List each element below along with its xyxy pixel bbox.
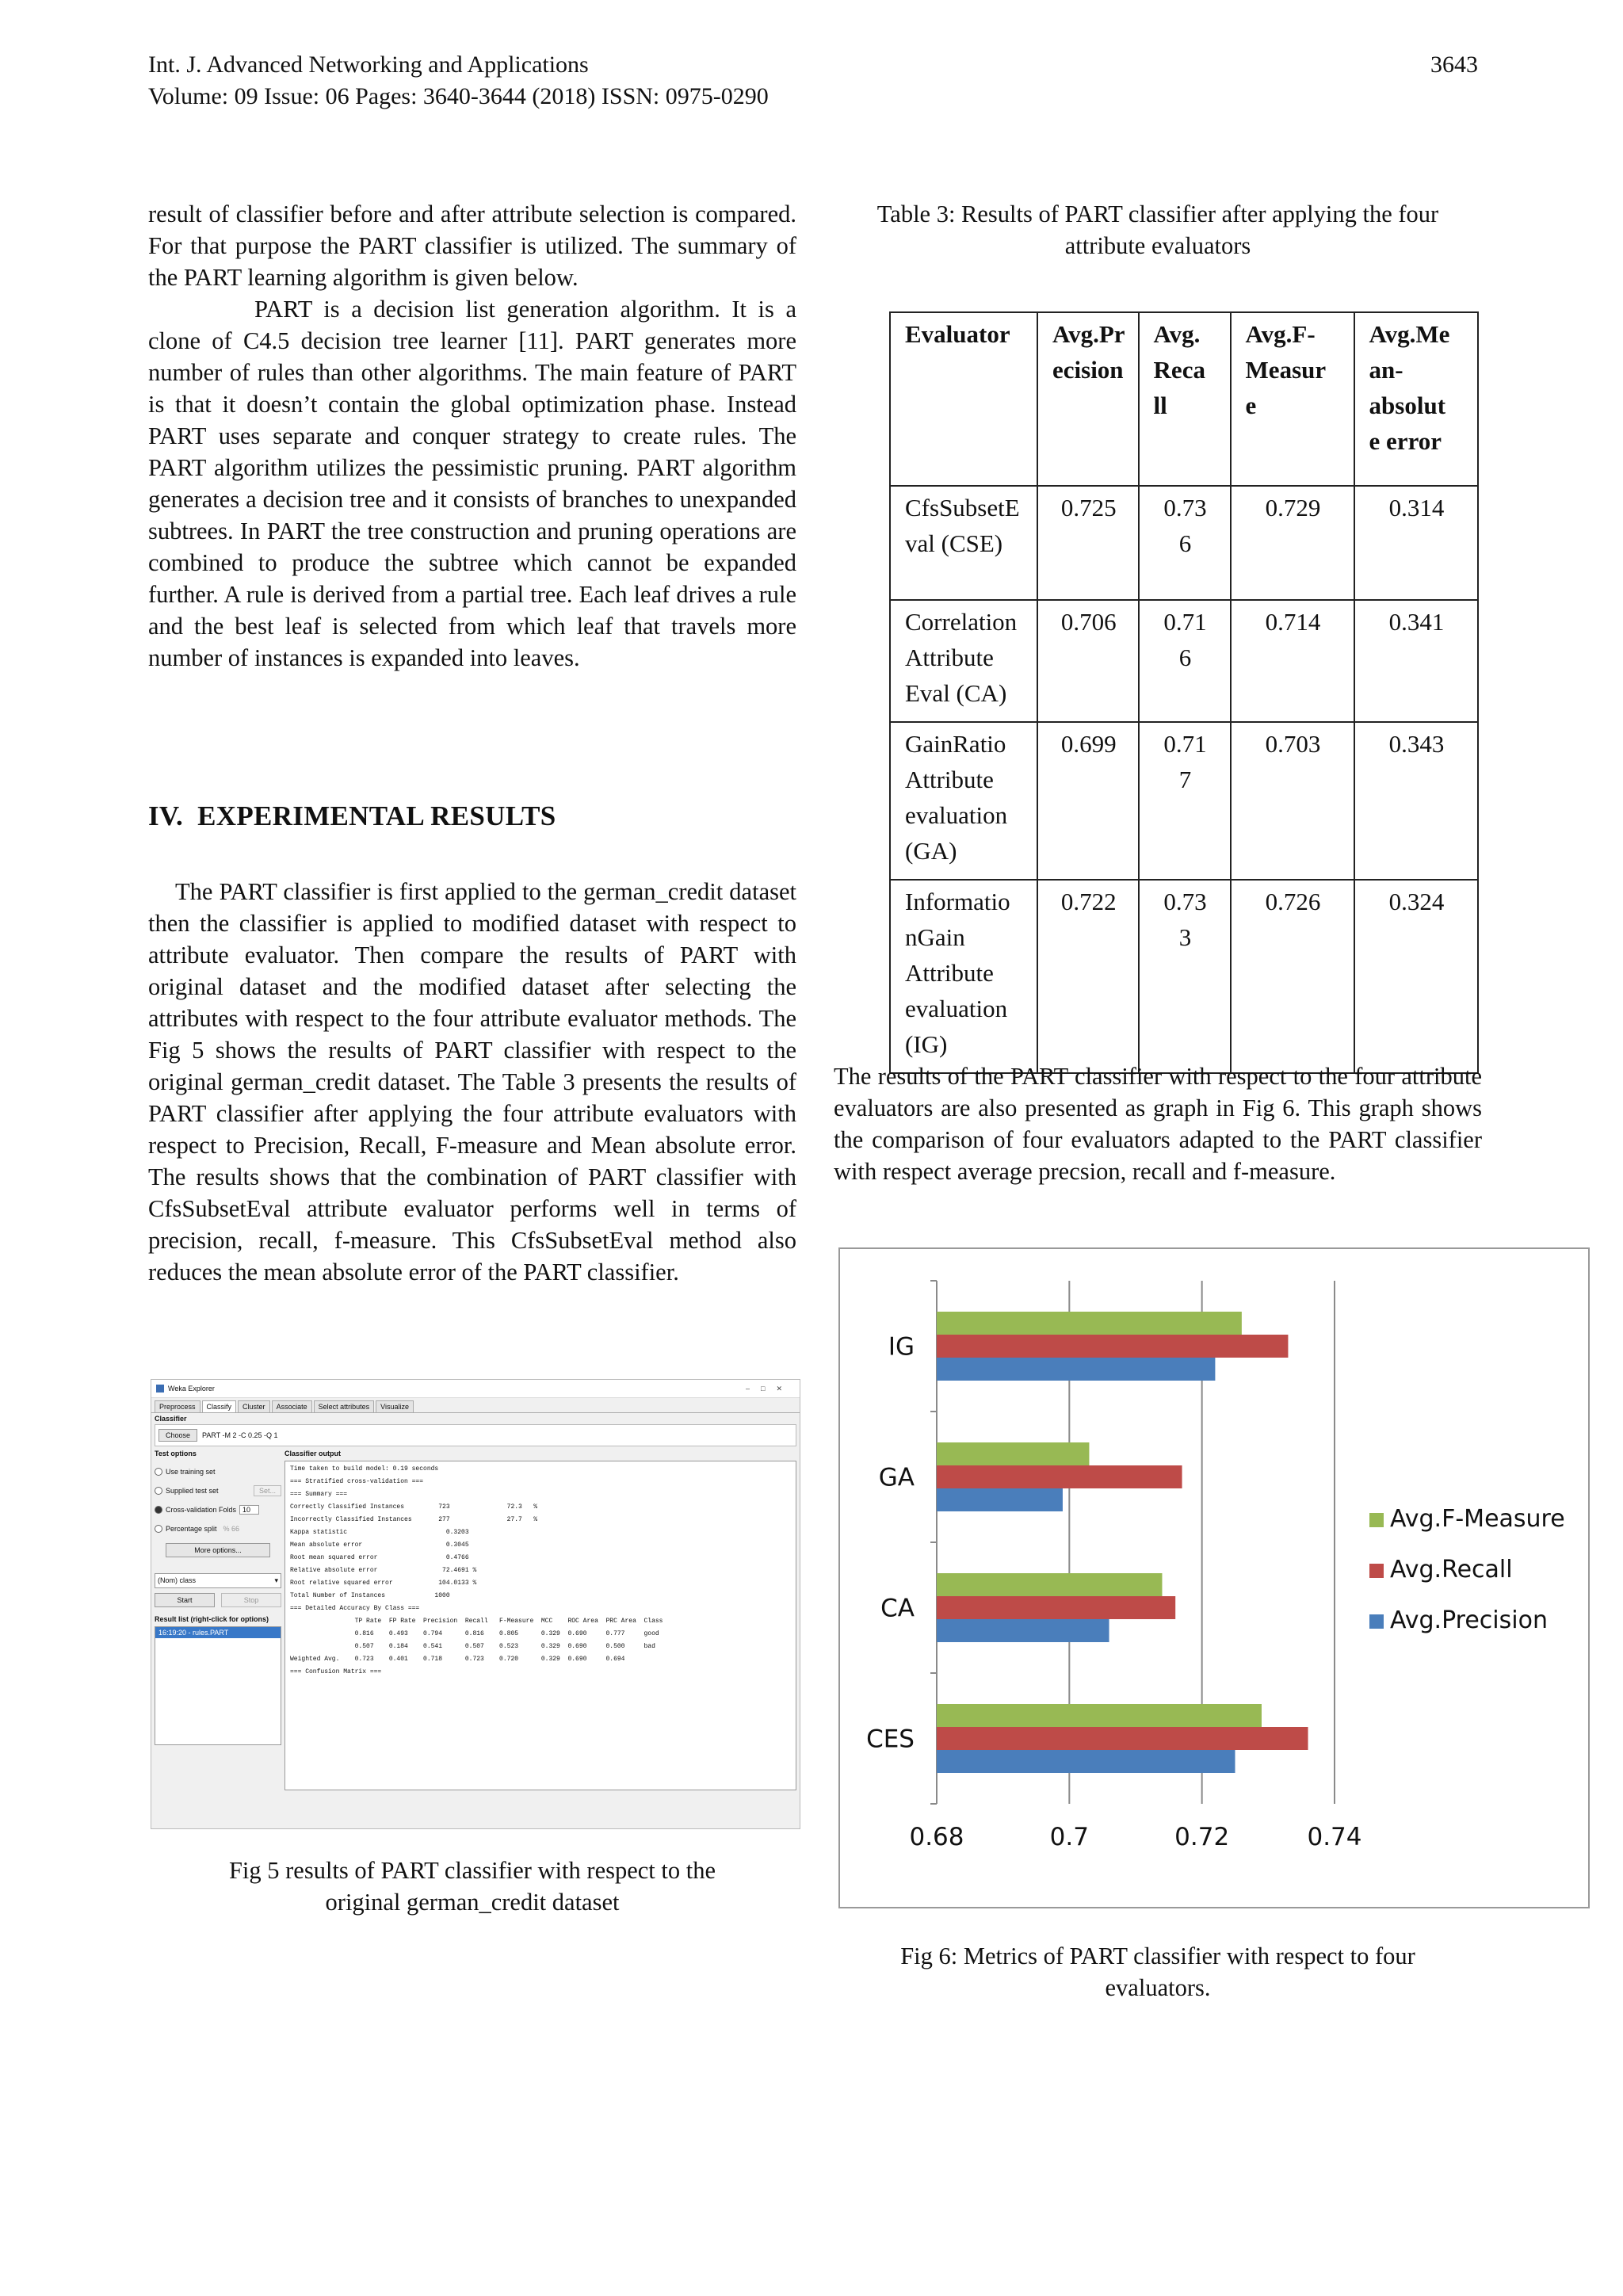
journal-header [148,49,769,113]
chevron-down-icon: ▾ [274,1576,278,1584]
weka-classifier-label: Classifier [155,1415,187,1423]
journal-volume: Volume: 09 Issue: 06 Pages: 3640-3644 (2018) ISSN: 0975-0290 [148,83,769,109]
radio-button[interactable] [155,1506,162,1514]
cell-recall [1139,722,1231,880]
x-tick-label: 0.7 [1049,1823,1089,1851]
page-number: 3643 [1430,52,1478,78]
window-controls-icon[interactable]: –□✕ [746,1384,793,1392]
evaluator-name-line: Informatio [905,888,1010,915]
fig6-caption-line1: Fig 6: Metrics of PART classifier with respect to four [900,1943,1415,1969]
table3 [889,311,1479,1074]
classifier-output-line: === Confusion Matrix === [290,1668,382,1675]
classifier-output-line: Mean absolute error 0.3045 [290,1541,469,1549]
category-label: CA [880,1594,915,1623]
paragraph-4: The results of the PART classifier with respect to the four attribute evaluators are also presented as graph in Fig 6. This graph shows the comparison of four evaluators adapted to the PART classifier with respect average precsion, recall and f-measure. [834,1063,1482,1185]
weka-left-pane [151,1450,285,1790]
evaluator-name-line: (IG) [905,1030,948,1058]
header-recall [1139,312,1231,486]
header-text-line: Avg.Me [1369,320,1450,348]
evaluator-name-line: (GA) [905,837,957,865]
cell-fmeasure: 0.714 [1231,600,1354,722]
cell-fmeasure: 0.703 [1231,722,1354,880]
section-title: EXPERIMENTAL RESULTS [197,800,556,831]
legend-label: Avg.Recall [1390,1556,1513,1584]
legend-swatch [1369,1614,1384,1629]
class-select-value: (Nom) class [158,1576,197,1584]
bar-chart-svg [840,1249,1588,1907]
header-text-line: Avg. [1153,320,1201,348]
classifier-output-line: Root mean squared error 0.4766 [290,1554,469,1561]
test-option-label: Percentage split [166,1525,217,1533]
cell-mae: 0.324 [1354,880,1478,1073]
header-text-line: ll [1153,392,1167,419]
result-list-item[interactable]: 16:19:20 - rules.PART [155,1627,281,1638]
legend-label: Avg.F-Measure [1390,1505,1565,1533]
cell-mae: 0.343 [1354,722,1478,880]
cell-precision: 0.722 [1037,880,1139,1073]
cell-recall [1139,880,1231,1073]
cell-fmeasure: 0.729 [1231,486,1354,600]
bar-ces-avg-recall [937,1727,1308,1750]
test-option-label: Supplied test set [166,1487,219,1495]
cell-precision: 0.699 [1037,722,1139,880]
recall-value-line: 0.73 [1163,494,1207,521]
classifier-output-line: Root relative squared error 104.0133 % [290,1580,477,1587]
radio-button[interactable] [155,1525,162,1533]
classifier-output-line: === Summary === [290,1491,348,1498]
table-row [890,600,1478,722]
category-label: GA [878,1463,915,1492]
set-button[interactable]: Set... [254,1485,281,1496]
journal-name: Int. J. Advanced Networking and Applications [148,52,589,78]
classifier-output-line: === Stratified cross-validation === [290,1478,424,1485]
classifier-spec: PART -M 2 -C 0.25 -Q 1 [202,1431,278,1439]
recall-value-line: 0.73 [1163,888,1207,915]
header-text-line: ecision [1052,356,1124,384]
fig5-caption [148,1855,796,1918]
weka-bird-icon [156,1385,164,1392]
evaluator-name-line: evaluation [905,801,1008,829]
tab-cluster[interactable]: Cluster [238,1400,270,1412]
legend-label: Avg.Precision [1390,1606,1548,1634]
header-text-line: an- [1369,356,1403,384]
header-text-line: e error [1369,427,1442,455]
classifier-output-line: 0.507 0.184 0.541 0.507 0.523 0.329 0.690 0.500 bad [290,1643,655,1650]
evaluator-name-line: Eval (CA) [905,679,1007,707]
header-mae [1354,312,1478,486]
cell-evaluator [890,880,1037,1073]
fig6-caption [834,1940,1482,2004]
fig5-caption-line1: Fig 5 results of PART classifier with respect to the [228,1857,716,1884]
tab-associate[interactable]: Associate [272,1400,312,1412]
legend-swatch [1369,1564,1384,1578]
recall-value-line: 0.71 [1163,608,1207,636]
x-tick-label: 0.72 [1174,1823,1230,1851]
choose-button[interactable]: Choose [158,1429,197,1442]
radio-button[interactable] [155,1468,162,1476]
test-options-label: Test options [155,1450,197,1457]
classifier-output-line: Time taken to build model: 0.19 seconds [290,1465,439,1473]
header-text-line: Reca [1153,356,1205,384]
right-column-paragraph [834,1060,1482,1187]
cell-evaluator [890,722,1037,880]
table3-caption-line2: attribute evaluators [1064,232,1251,259]
cell-fmeasure: 0.726 [1231,880,1354,1073]
classifier-output-line: Weighted Avg. 0.723 0.401 0.718 0.723 0.720 0.329 0.690 0.694 [290,1656,625,1663]
table-row [890,880,1478,1073]
class-select[interactable] [155,1573,281,1588]
bar-ig-avg-precision [937,1358,1215,1381]
test-option-label: Cross-validation Folds [166,1506,237,1514]
result-list-label: Result list (right-click for options) [155,1615,269,1623]
weka-body [151,1450,800,1790]
weka-screenshot [151,1379,800,1829]
start-stop-row [155,1593,281,1607]
cell-mae: 0.314 [1354,486,1478,600]
evaluator-name-line: Attribute [905,644,994,671]
classifier-output-line: 0.816 0.493 0.794 0.816 0.805 0.329 0.690 0.777 good [290,1630,659,1637]
bar-ga-avg-precision [937,1488,1063,1511]
classifier-output-line: Total Number of Instances 1000 [290,1592,450,1599]
tab-visualize[interactable]: Visualize [376,1400,414,1412]
start-button[interactable]: Start [155,1593,215,1607]
classifier-output-line: Correctly Classified Instances 723 72.3 % [290,1503,538,1511]
fig5-caption-line2: original german_credit dataset [325,1889,620,1916]
cell-precision: 0.725 [1037,486,1139,600]
cell-evaluator [890,486,1037,600]
cell-precision: 0.706 [1037,600,1139,722]
classifier-output-line: Relative absolute error 72.4691 % [290,1567,477,1574]
weka-tab-bar [151,1398,800,1413]
evaluator-name-line: Correlation [905,608,1018,636]
bar-ca-avg-precision [937,1619,1109,1642]
tab-classify[interactable]: Classify [202,1400,237,1412]
table-header-row [890,312,1478,486]
evaluator-name-line: CfsSubsetE [905,494,1020,521]
x-tick-label: 0.68 [909,1823,964,1851]
evaluator-name-line: nGain [905,923,965,951]
table-row [890,722,1478,880]
test-options-list [155,1462,281,1538]
header-text-line: Measur [1245,356,1327,384]
table-row [890,486,1478,600]
classifier-output-line: Kappa statistic 0.3203 [290,1529,469,1536]
weka-classifier-row [155,1424,796,1446]
cell-evaluator [890,600,1037,722]
recall-value-line: 3 [1178,923,1192,951]
test-option-row[interactable] [155,1519,281,1538]
paragraph-3: The PART classifier is first applied to the german_credit dataset then the classifier is applied to modified dataset with respect to attribute evaluator. Then compare the results of PART with original dataset and the modified dataset after selecting the attributes with respect to the four attribute evaluator methods. The Fig 5 shows the results of PART classifier with respect to the original german_credit dataset. The Table 3 presents the results of PART classifier after applying the four attribute evaluators with respect to Precision, Recall, F-measure and Mean absolute error. The results shows that the combination of PART classifier with CfsSubsetEval attribute evaluator performs well in terms of precision, recall, f-measure. This CfsSubsetEval method also reduces the mean absolute error of the PART classifier. [148,878,796,1286]
classifier-output-line: Incorrectly Classified Instances 277 27.7 % [290,1516,538,1523]
evaluator-name-line: Attribute [905,959,994,987]
folds-input[interactable]: 10 [239,1505,259,1515]
cell-recall [1139,600,1231,722]
paragraph-2: PART is a decision list generation algorithm. It is a clone of C4.5 decision tree learner [11]. PART generates more number of rules than other algorithms. The main feature of PART is that it doesn’t contain the global optimization phase. Instead PART uses separate and conquer strategy to create rules. The PART algorithm utilizes the pessimistic pruning. PART algorithm generates a decision tree and it consists of branches to unexpanded subtrees. In PART the tree construction and pruning operations are combined to produce the subtree which cannot be expanded further. A rule is derived from a partial tree. Each leaf drives a rule and the best leaf is selected from which leaf that travels more number of instances is expanded into leaves. [148,296,796,671]
category-label: CES [866,1725,915,1754]
table3-caption-line1: Table 3: Results of PART classifier after applying the four [876,201,1439,227]
evaluator-name-line: GainRatio [905,730,1006,758]
recall-value-line: 7 [1178,766,1192,793]
bar-ga-avg-recall [937,1465,1182,1488]
bar-ca-avg-f-measure [937,1573,1162,1596]
more-options-button[interactable]: More options... [166,1543,270,1557]
header-text-line: Avg.Pr [1052,320,1125,348]
percent-input[interactable]: % 66 [223,1525,240,1533]
classifier-output-label: Classifier output [285,1450,342,1457]
fig6-chart [838,1247,1590,1908]
section-number: IV. [148,800,184,831]
bar-ces-avg-f-measure [937,1704,1262,1727]
radio-button[interactable] [155,1487,162,1495]
bar-ga-avg-f-measure [937,1442,1089,1465]
stop-button[interactable]: Stop [221,1593,281,1607]
evaluator-name-line: evaluation [905,995,1008,1022]
recall-value-line: 6 [1178,644,1192,671]
test-option-row[interactable] [155,1481,281,1500]
evaluator-name-line: val (CSE) [905,529,1003,557]
weka-titlebar [151,1380,800,1398]
header-text-line: e [1245,392,1257,419]
tab-preprocess[interactable]: Preprocess [155,1400,200,1412]
category-label: IG [888,1332,915,1362]
bar-ca-avg-recall [937,1596,1175,1619]
header-evaluator: Evaluator [890,312,1037,486]
legend-swatch [1369,1513,1384,1527]
test-option-row[interactable] [155,1462,281,1481]
tab-select-attributes[interactable]: Select attributes [314,1400,375,1412]
cell-recall [1139,486,1231,600]
left-column-lower [148,876,796,1288]
table3-wrapper [889,311,1479,1074]
test-option-label: Use training set [166,1468,216,1476]
classifier-output-line: TP Rate FP Rate Precision Recall F-Measure MCC ROC Area PRC Area Class [290,1618,663,1625]
cell-mae: 0.341 [1354,600,1478,722]
classifier-output-line: === Detailed Accuracy By Class === [290,1605,420,1612]
classifier-output-text[interactable] [285,1461,796,1790]
result-list [155,1626,281,1745]
test-option-row[interactable] [155,1500,281,1519]
header-fmeasure [1231,312,1354,486]
header-precision [1037,312,1139,486]
bar-ig-avg-f-measure [937,1312,1242,1335]
bar-ces-avg-precision [937,1750,1235,1773]
left-column [148,198,796,674]
bar-ig-avg-recall [937,1335,1288,1358]
weka-right-pane [285,1450,800,1790]
header-text-line: absolut [1369,392,1446,419]
evaluator-name-line: Attribute [905,766,994,793]
recall-value-line: 0.71 [1163,730,1207,758]
fig6-caption-line2: evaluators. [1105,1974,1211,2001]
weka-window-title: Weka Explorer [168,1385,215,1392]
recall-value-line: 6 [1178,529,1192,557]
table3-caption [834,198,1482,262]
section-heading [148,800,556,832]
header-text-line: Avg.F- [1245,320,1316,348]
x-tick-label: 0.74 [1307,1823,1362,1851]
paragraph-1: result of classifier before and after attribute selection is compared. For that purpose the PART classifier is utilized. The summary of the PART learning algorithm is given below. [148,201,796,291]
